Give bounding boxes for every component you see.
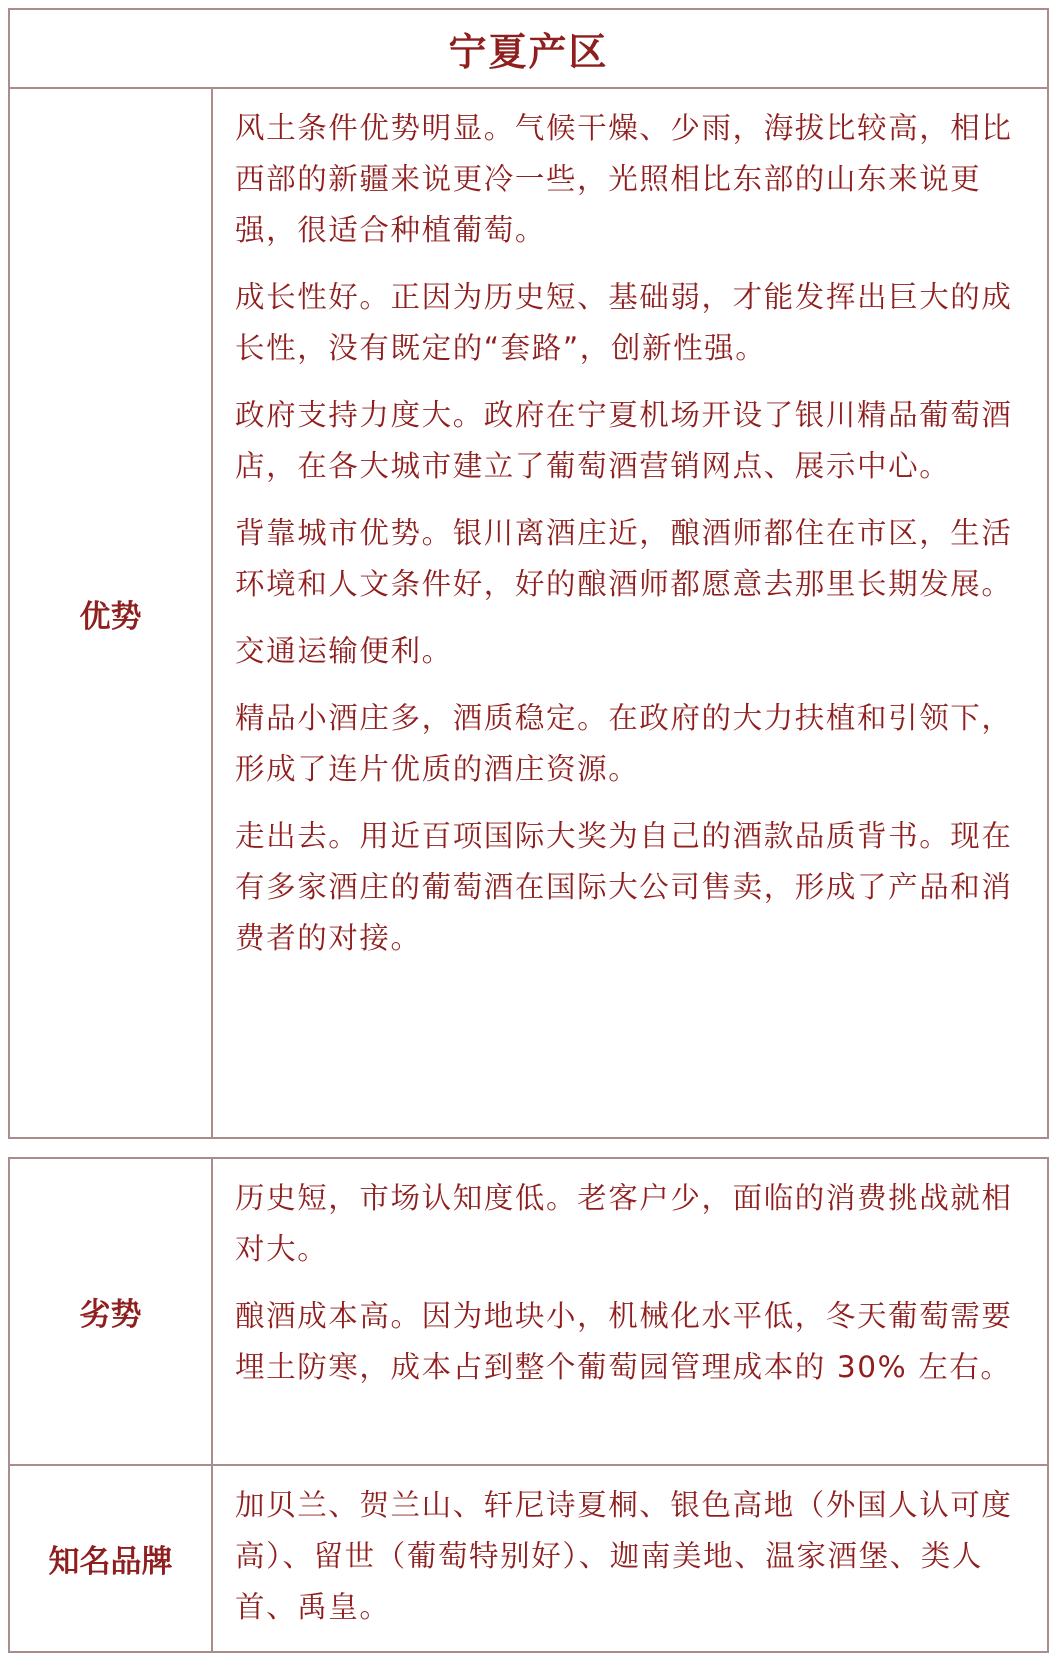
advantages-row (10, 89, 1047, 1137)
brands-row (10, 1466, 1047, 1651)
advantage-item: 背靠城市优势。银川离酒庄近，酿酒师都住在市区，生活环境和人文条件好，好的酿酒师都愿意去那里长期发展。 (235, 516, 1013, 601)
advantages-content (213, 89, 1047, 1137)
brands-text: 加贝兰、贺兰山、轩尼诗夏桐、银色高地（外国人认可度高）、留世（葡萄特别好）、迦南美地、温家酒堡、类人首、禹皇。 (235, 1488, 1013, 1624)
table-title-row (10, 10, 1047, 89)
advantage-item: 政府支持力度大。政府在宁夏机场开设了银川精品葡萄酒店，在各大城市建立了葡萄酒营销网点、展示中心。 (235, 398, 1013, 483)
advantage-item: 交通运输便利。 (235, 634, 453, 668)
brands-label: 知名品牌 (48, 1544, 173, 1580)
advantage-item: 精品小酒庄多，酒质稳定。在政府的大力扶植和引领下，形成了连片优质的酒庄资源。 (235, 701, 1013, 786)
table-title: 宁夏产区 (448, 29, 609, 74)
brands-label-cell (10, 1466, 213, 1651)
disadvantages-row (10, 1159, 1047, 1466)
region-table-advantages (8, 8, 1049, 1139)
disadvantages-label: 劣势 (79, 1297, 142, 1333)
disadvantage-item: 酿酒成本高。因为地块小，机械化水平低，冬天葡萄需要埋土防寒，成本占到整个葡萄园管理成本的 30% 左右。 (235, 1299, 1013, 1384)
brands-content (213, 1466, 1047, 1651)
advantage-item: 成长性好。正因为历史短、基础弱，才能发挥出巨大的成长性，没有既定的“套路”，创新性强。 (235, 280, 1013, 365)
region-table-disadvantages-brands (8, 1157, 1049, 1653)
disadvantage-item: 历史短，市场认知度低。老客户少，面临的消费挑战就相对大。 (235, 1181, 1013, 1266)
disadvantages-label-cell (10, 1159, 213, 1464)
advantages-label: 优势 (79, 598, 142, 635)
advantage-item: 走出去。用近百项国际大奖为自己的酒款品质背书。现在有多家酒庄的葡萄酒在国际大公司售卖，形成了产品和消费者的对接。 (235, 819, 1013, 955)
advantage-item: 风土条件优势明显。气候干燥、少雨，海拔比较高，相比西部的新疆来说更冷一些，光照相比东部的山东来说更强，很适合种植葡萄。 (235, 111, 1013, 247)
disadvantages-content (213, 1159, 1047, 1464)
advantages-label-cell (10, 89, 213, 1137)
